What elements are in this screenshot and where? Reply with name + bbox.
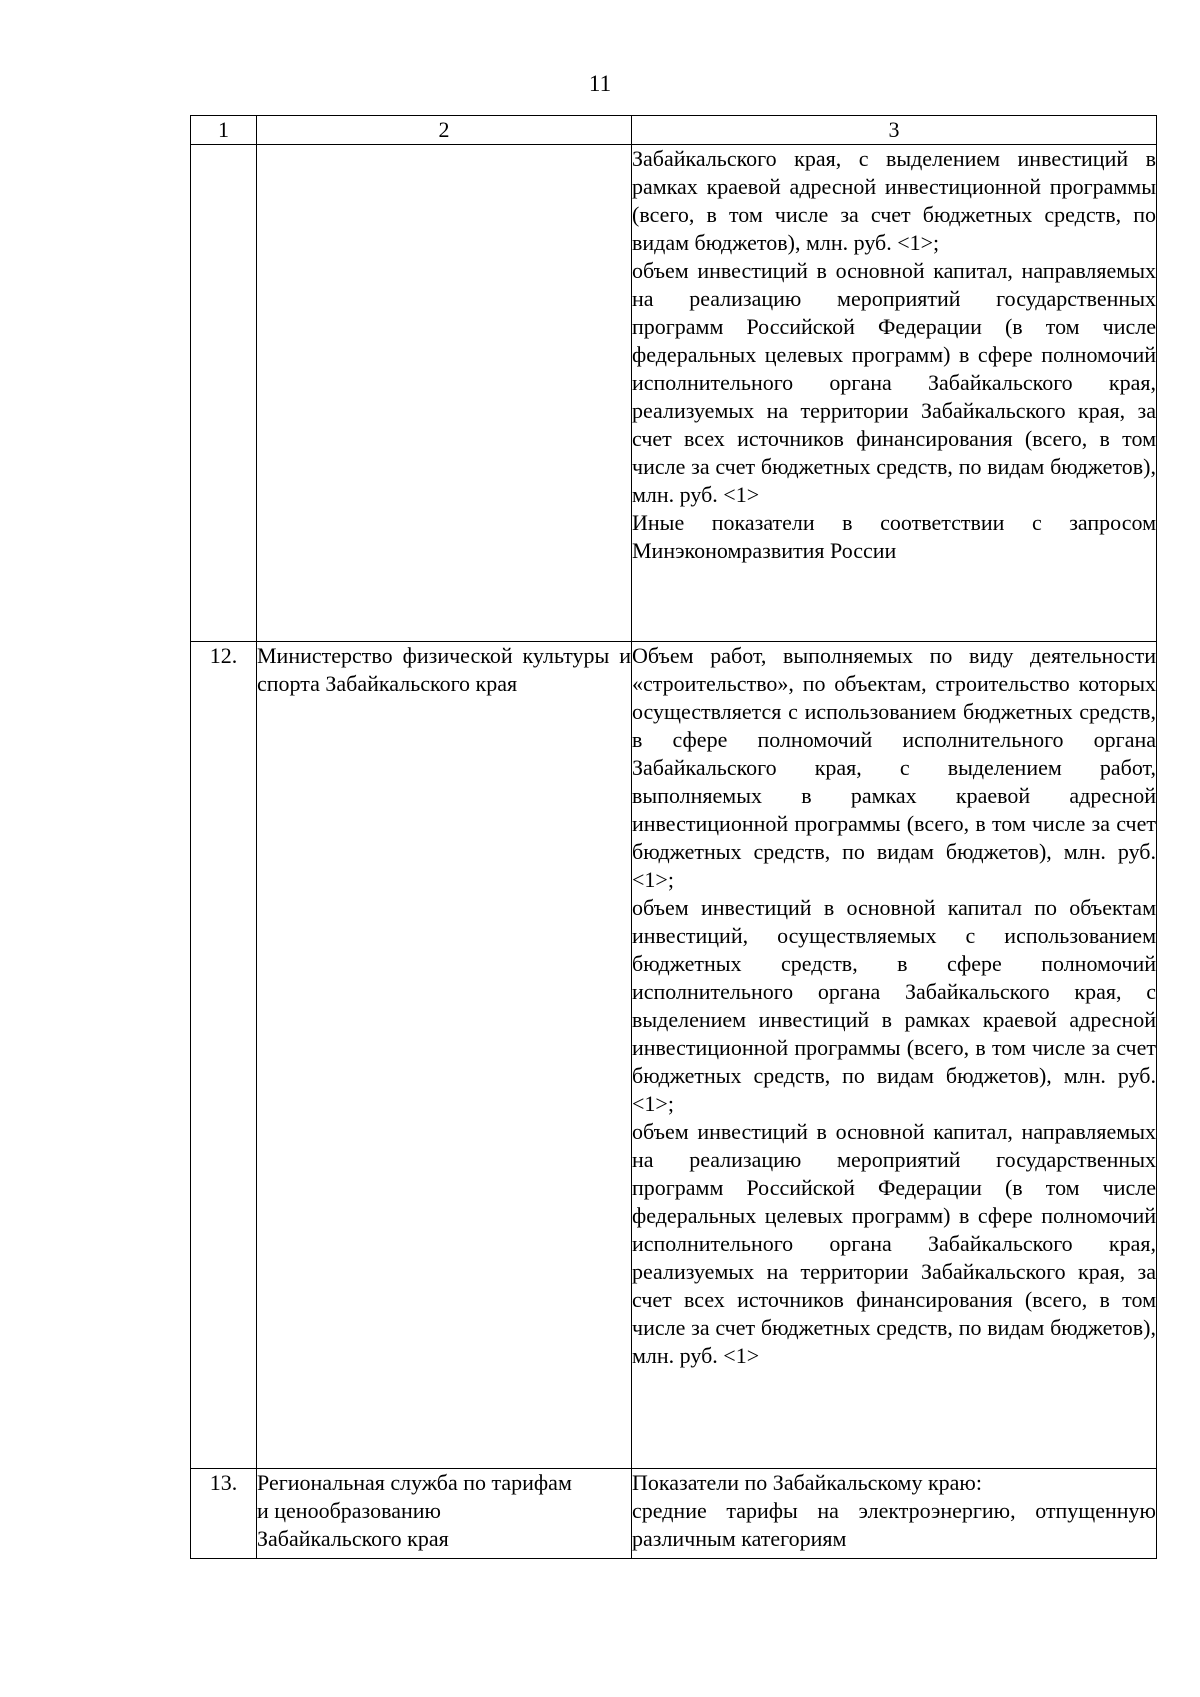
- column-header-3: 3: [632, 116, 1157, 145]
- table-row-13: [191, 1469, 1157, 1559]
- indicator-paragraph: средние тарифы на электроэнергию, отпущенную различным категориям: [632, 1498, 1156, 1551]
- row-organization: [257, 145, 632, 642]
- organization-line: Региональная служба по тарифам: [257, 1470, 572, 1495]
- indicator-paragraph: Объем работ, выполняемых по виду деятельности «строительство», по объектам, строительство которых осуществляется с использованием бюджетных средств, в сфере полномочий исполнительного органа Забайкальского края, с выделением работ, выполняемых в рамках краевой адресной инвестиционной программы (всего, в том числе за счет бюджетных средств, по видам бюджетов), млн. руб. <1>;: [632, 643, 1156, 892]
- row-indicators: [632, 145, 1157, 642]
- indicator-paragraph: объем инвестиций в основной капитал по объектам инвестиций, осуществляемых с использованием бюджетных средств, в сфере полномочий исполнительного органа Забайкальского края, с выделением инвестиций в рамках краевой адресной инвестиционной программы (всего, в том числе за счет бюджетных средств, по видам бюджетов), млн. руб. <1>;: [632, 895, 1156, 1116]
- organization-line: Забайкальского края: [257, 1526, 449, 1551]
- indicator-paragraph: объем инвестиций в основной капитал, направляемых на реализацию мероприятий государственных программ Российской Федерации (в том числе федеральных целевых программ) в сфере полномочий исполнительного органа Забайкальского края, реализуемых на территории Забайкальского края, за счет всех источников финансирования (всего, в том числе за счет бюджетных средств, по видам бюджетов), млн. руб. <1>: [632, 258, 1156, 507]
- indicator-paragraph: объем инвестиций в основной капитал, направляемых на реализацию мероприятий государственных программ Российской Федерации (в том числе федеральных целевых программ) в сфере полномочий исполнительного органа Забайкальского края, реализуемых на территории Забайкальского края, за счет всех источников финансирования (всего, в том числе за счет бюджетных средств, по видам бюджетов), млн. руб. <1>: [632, 1119, 1156, 1368]
- page-number: 11: [588, 71, 612, 96]
- indicator-paragraph: Иные показатели в соответствии с запросом Минэкономразвития России: [632, 510, 1156, 563]
- indicator-paragraph: Забайкальского края, с выделением инвестиций в рамках краевой адресной инвестиционной программы (всего, в том числе за счет бюджетных средств, по видам бюджетов), млн. руб. <1>;: [632, 146, 1156, 255]
- column-header-2: 2: [257, 116, 632, 145]
- organization-line: и ценообразованию: [257, 1498, 441, 1523]
- row-number: [191, 145, 257, 642]
- row-organization: [257, 1469, 632, 1559]
- table-header-row: [191, 116, 1157, 145]
- row-indicators: [632, 642, 1157, 1469]
- table-row-12: [191, 642, 1157, 1469]
- column-header-1: 1: [191, 116, 257, 145]
- row-indicators: [632, 1469, 1157, 1559]
- indicator-paragraph: Показатели по Забайкальскому краю:: [632, 1470, 982, 1495]
- table-row-continuation: [191, 145, 1157, 642]
- row-number: 13.: [191, 1469, 257, 1559]
- row-number: 12.: [191, 642, 257, 1469]
- indicators-table: [190, 115, 1157, 1559]
- row-organization: Министерство физической культуры и спорта Забайкальского края: [257, 642, 632, 1469]
